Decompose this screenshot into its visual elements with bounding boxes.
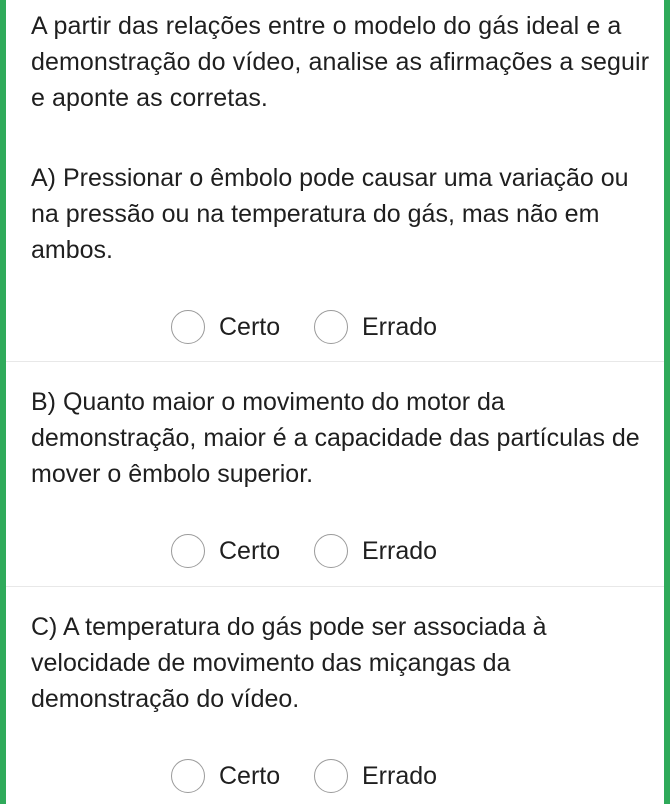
question-card [6, 0, 664, 804]
option-errado-a[interactable] [314, 307, 437, 347]
option-label: Errado [362, 762, 438, 790]
option-certo-a[interactable] [171, 307, 280, 347]
radio-button-icon[interactable] [171, 759, 205, 793]
intro-text: A partir das relações entre o modelo do gás ideal e a demonstração do vídeo, analise as afirmações a seguir e aponte as corretas. [31, 12, 650, 112]
statement-b: B) Quanto maior o movimento do motor da demonstração, maior é a capacidade das partículas de mover o êmbolo superior. [31, 388, 640, 488]
card-border-right [664, 0, 670, 804]
answer-group-a [6, 307, 664, 347]
radio-button-icon[interactable] [314, 534, 348, 568]
option-errado-c[interactable] [314, 756, 437, 796]
option-label: Certo [219, 313, 281, 341]
option-certo-b[interactable] [171, 531, 280, 571]
divider [6, 361, 664, 362]
option-certo-c[interactable] [171, 756, 280, 796]
option-label: Errado [362, 537, 438, 565]
statement-c: C) A temperatura do gás pode ser associada à velocidade de movimento das miçangas da demonstração do vídeo. [31, 613, 547, 713]
option-label: Errado [362, 313, 438, 341]
option-label: Certo [219, 762, 281, 790]
answer-group-b [6, 531, 664, 571]
option-errado-b[interactable] [314, 531, 437, 571]
radio-button-icon[interactable] [171, 310, 205, 344]
radio-button-icon[interactable] [314, 759, 348, 793]
radio-button-icon[interactable] [171, 534, 205, 568]
option-label: Certo [219, 537, 281, 565]
answer-group-c [6, 756, 664, 796]
statement-a: A) Pressionar o êmbolo pode causar uma variação ou na pressão ou na temperatura do gás, mas não em ambos. [31, 164, 629, 264]
radio-button-icon[interactable] [314, 310, 348, 344]
divider [6, 586, 664, 587]
